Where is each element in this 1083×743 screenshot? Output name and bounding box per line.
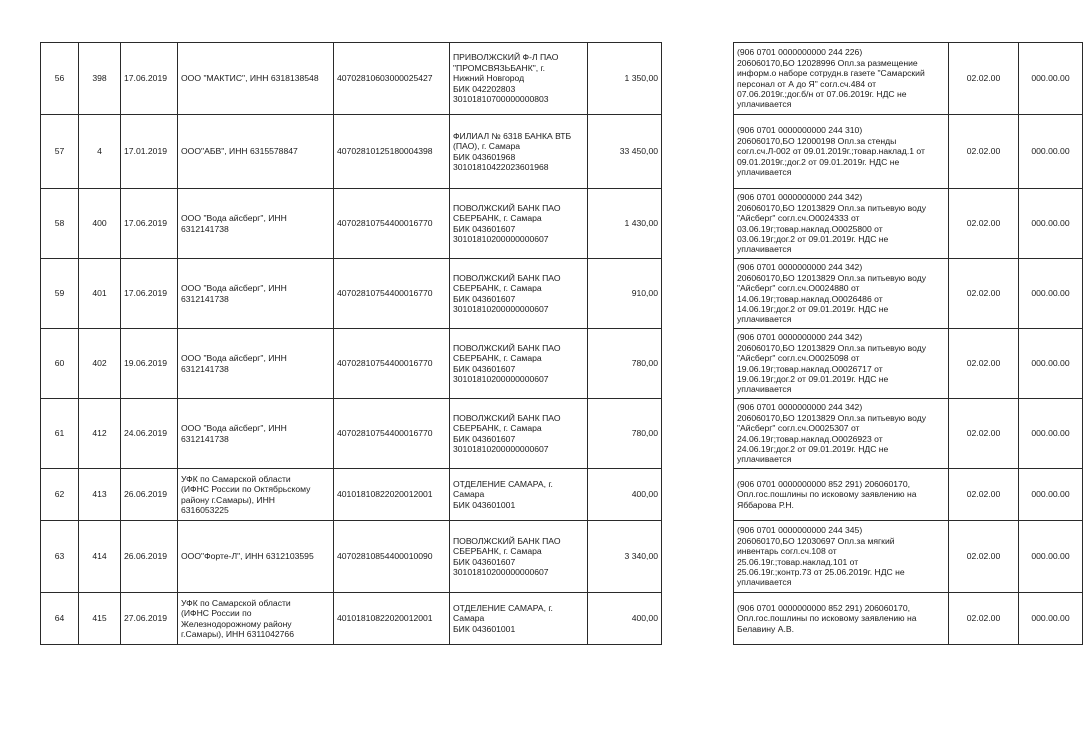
payee-account: 40702810754400016770: [334, 259, 450, 329]
row-number: 58: [41, 189, 79, 259]
row-number: 59: [41, 259, 79, 329]
payment-date: 17.06.2019: [121, 189, 178, 259]
code-column-1: 02.02.00: [949, 43, 1019, 115]
payment-amount: 400,00: [588, 593, 662, 645]
payment-date: 17.01.2019: [121, 115, 178, 189]
payee: УФК по Самарской области (ИФНС России по Октябрьскому району г.Самары), ИНН 6316053225: [178, 469, 334, 521]
document-number: 414: [79, 521, 121, 593]
code-column-2: 000.00.00: [1019, 259, 1083, 329]
document-number: 412: [79, 399, 121, 469]
payment-amount: 33 450,00: [588, 115, 662, 189]
payment-purpose: (906 0701 0000000000 852 291) 206060170, Опл.гос.пошлины по исковому заявлению на Яббарова Р.Н.: [734, 469, 949, 521]
payment-date: 27.06.2019: [121, 593, 178, 645]
document-number: 398: [79, 43, 121, 115]
table-row: [41, 115, 1083, 189]
row-number: 64: [41, 593, 79, 645]
code-column-1: 02.02.00: [949, 115, 1019, 189]
payee: ООО "Вода айсберг", ИНН 6312141738: [178, 329, 334, 399]
row-number: 61: [41, 399, 79, 469]
table-body: [41, 43, 1083, 645]
document-number: 413: [79, 469, 121, 521]
document-number: 415: [79, 593, 121, 645]
code-column-2: 000.00.00: [1019, 521, 1083, 593]
payee-bank: ФИЛИАЛ № 6318 БАНКА ВТБ (ПАО), г. Самара БИК 043601968 30101810422023601968: [450, 115, 588, 189]
code-column-1: 02.02.00: [949, 521, 1019, 593]
code-column-1: 02.02.00: [949, 189, 1019, 259]
code-column-2: 000.00.00: [1019, 43, 1083, 115]
column-gap: [662, 469, 734, 521]
payee: УФК по Самарской области (ИФНС России по Железнодорожному району г.Самары), ИНН 6311042766: [178, 593, 334, 645]
document-number: 4: [79, 115, 121, 189]
code-column-2: 000.00.00: [1019, 329, 1083, 399]
payment-date: 26.06.2019: [121, 521, 178, 593]
code-column-2: 000.00.00: [1019, 399, 1083, 469]
column-gap: [662, 593, 734, 645]
payment-purpose: (906 0701 0000000000 244 345) 206060170,БО 12030697 Опл.за мягкий инвентарь согл.сч.108 от 25.06.19г.;товар.наклад.101 от 25.06.19г.;контр.73 от 25.06.2019г. НДС не уплачивается: [734, 521, 949, 593]
payment-date: 17.06.2019: [121, 43, 178, 115]
payee: ООО"Форте-Л", ИНН 6312103595: [178, 521, 334, 593]
payee-account: 40702810603000025427: [334, 43, 450, 115]
payee: ООО "Вода айсберг", ИНН 6312141738: [178, 259, 334, 329]
payee-bank: ПОВОЛЖСКИЙ БАНК ПАО СБЕРБАНК, г. Самара БИК 043601607 30101810200000000607: [450, 521, 588, 593]
payment-date: 24.06.2019: [121, 399, 178, 469]
payee: ООО "МАКТИС", ИНН 6318138548: [178, 43, 334, 115]
payee: ООО "Вода айсберг", ИНН 6312141738: [178, 189, 334, 259]
payee-bank: ПРИВОЛЖСКИЙ Ф-Л ПАО "ПРОМСВЯЗЬБАНК", г. Нижний Новгород БИК 042202803 30101810700000000803: [450, 43, 588, 115]
table-row: [41, 521, 1083, 593]
table-row: [41, 469, 1083, 521]
row-number: 56: [41, 43, 79, 115]
document-number: 401: [79, 259, 121, 329]
table-row: [41, 43, 1083, 115]
payment-amount: 1 430,00: [588, 189, 662, 259]
payment-purpose: (906 0701 0000000000 244 342) 206060170,БО 12013829 Опл.за питьевую воду "Айсберг" согл.сч.О0024333 от 03.06.19г;товар.наклад.О0025800 от 03.06.19г;дог.2 от 09.01.2019г. НДС не уплачивается: [734, 189, 949, 259]
payee-bank: ОТДЕЛЕНИЕ САМАРА, г. Самара БИК 043601001: [450, 469, 588, 521]
code-column-2: 000.00.00: [1019, 189, 1083, 259]
payee-account: 40702810854400010090: [334, 521, 450, 593]
payee-account: 40101810822020012001: [334, 469, 450, 521]
payee-account: 40702810754400016770: [334, 189, 450, 259]
document-number: 400: [79, 189, 121, 259]
payment-purpose: (906 0701 0000000000 244 310) 206060170,БО 12000198 Опл.за стенды согл.сч.Л-002 от 09.01.2019г.;товар.наклад.1 от 09.01.2019г.;дог.2 от 09.01.2019г. НДС не уплачивается: [734, 115, 949, 189]
code-column-1: 02.02.00: [949, 593, 1019, 645]
row-number: 60: [41, 329, 79, 399]
table-row: [41, 189, 1083, 259]
column-gap: [662, 259, 734, 329]
payment-purpose: (906 0701 0000000000 244 342) 206060170,БО 12013829 Опл.за питьевую воду "Айсберг" согл.сч.О0025307 от 24.06.19г;товар.наклад.О0026923 от 24.06.19г;дог.2 от 09.01.2019г. НДС не уплачивается: [734, 399, 949, 469]
document-number: 402: [79, 329, 121, 399]
payment-date: 26.06.2019: [121, 469, 178, 521]
row-number: 62: [41, 469, 79, 521]
payee-bank: ПОВОЛЖСКИЙ БАНК ПАО СБЕРБАНК, г. Самара БИК 043601607 30101810200000000607: [450, 189, 588, 259]
payment-purpose: (906 0701 0000000000 244 342) 206060170,БО 12013829 Опл.за питьевую воду "Айсберг" согл.сч.О0025098 от 19.06.19г;товар.наклад.О0026717 от 19.06.19г;дог.2 от 09.01.2019г. НДС не уплачивается: [734, 329, 949, 399]
code-column-1: 02.02.00: [949, 329, 1019, 399]
column-gap: [662, 521, 734, 593]
payment-purpose: (906 0701 0000000000 852 291) 206060170, Опл.гос.пошлины по исковому заявлению на Белавину А.В.: [734, 593, 949, 645]
column-gap: [662, 43, 734, 115]
payment-amount: 3 340,00: [588, 521, 662, 593]
payee-bank: ПОВОЛЖСКИЙ БАНК ПАО СБЕРБАНК, г. Самара БИК 043601607 30101810200000000607: [450, 329, 588, 399]
payee: ООО"АБВ", ИНН 6315578847: [178, 115, 334, 189]
table-row: [41, 329, 1083, 399]
row-number: 57: [41, 115, 79, 189]
payment-purpose: (906 0701 0000000000 244 226) 206060170,БО 12028996 Опл.за размещение информ.о наборе сотрудн.в газете "Самарский персонал от А до Я" согл.сч.484 от 07.06.2019г.;дог.б/н от 07.06.2019г. НДС не уплачивается: [734, 43, 949, 115]
code-column-2: 000.00.00: [1019, 593, 1083, 645]
payment-amount: 1 350,00: [588, 43, 662, 115]
payment-amount: 910,00: [588, 259, 662, 329]
payee-bank: ПОВОЛЖСКИЙ БАНК ПАО СБЕРБАНК, г. Самара БИК 043601607 30101810200000000607: [450, 399, 588, 469]
column-gap: [662, 189, 734, 259]
table-row: [41, 593, 1083, 645]
payment-date: 19.06.2019: [121, 329, 178, 399]
payee-account: 40702810125180004398: [334, 115, 450, 189]
table-row: [41, 259, 1083, 329]
payment-amount: 780,00: [588, 329, 662, 399]
table-row: [41, 399, 1083, 469]
code-column-1: 02.02.00: [949, 259, 1019, 329]
payment-purpose: (906 0701 0000000000 244 342) 206060170,БО 12013829 Опл.за питьевую воду "Айсберг" согл.сч.О0024880 от 14.06.19г;товар.наклад.О0026486 от 14.06.19г;дог.2 от 09.01.2019г. НДС не уплачивается: [734, 259, 949, 329]
code-column-1: 02.02.00: [949, 399, 1019, 469]
payee-account: 40702810754400016770: [334, 399, 450, 469]
row-number: 63: [41, 521, 79, 593]
payment-amount: 780,00: [588, 399, 662, 469]
column-gap: [662, 329, 734, 399]
code-column-1: 02.02.00: [949, 469, 1019, 521]
column-gap: [662, 115, 734, 189]
payment-date: 17.06.2019: [121, 259, 178, 329]
column-gap: [662, 399, 734, 469]
payee-account: 40101810822020012001: [334, 593, 450, 645]
payee-bank: ОТДЕЛЕНИЕ САМАРА, г. Самара БИК 043601001: [450, 593, 588, 645]
payment-amount: 400,00: [588, 469, 662, 521]
code-column-2: 000.00.00: [1019, 115, 1083, 189]
payee: ООО "Вода айсберг", ИНН 6312141738: [178, 399, 334, 469]
code-column-2: 000.00.00: [1019, 469, 1083, 521]
payee-account: 40702810754400016770: [334, 329, 450, 399]
payments-table: [40, 42, 1083, 645]
payee-bank: ПОВОЛЖСКИЙ БАНК ПАО СБЕРБАНК, г. Самара БИК 043601607 30101810200000000607: [450, 259, 588, 329]
